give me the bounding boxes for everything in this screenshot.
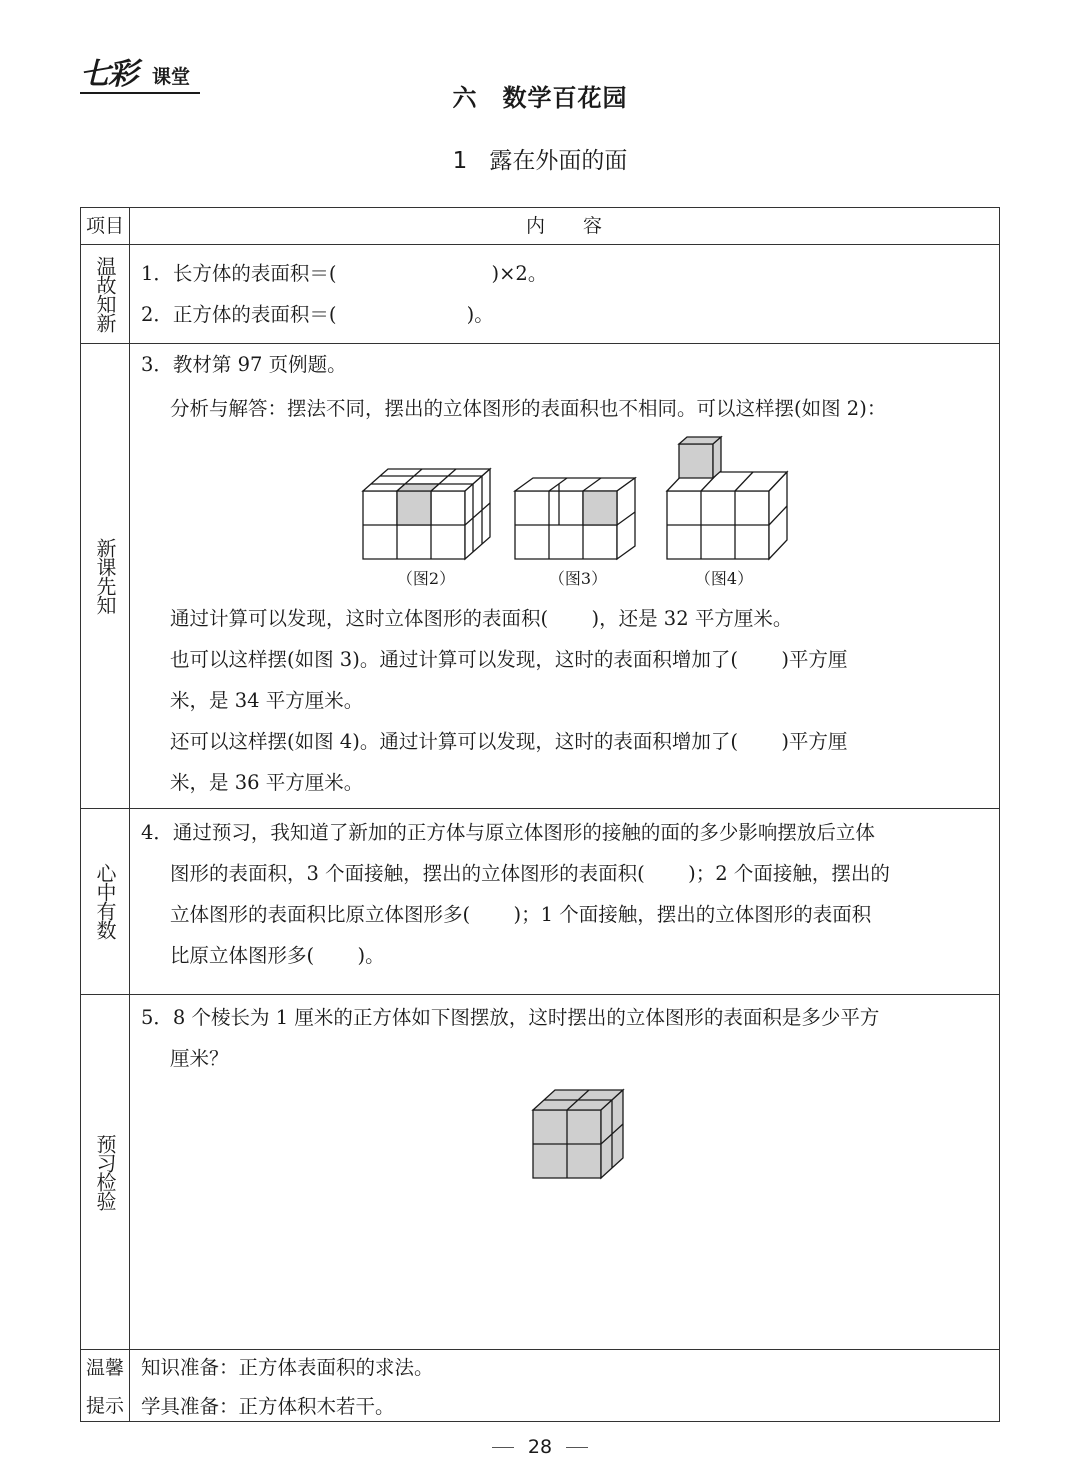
tips-label-top: 温馨 (85, 1357, 124, 1379)
finding-figure-4: 还可以这样摆(如图 4)。通过计算可以发现，这时的表面积增加了( )平方厘 (170, 730, 848, 753)
lesson-number: 1 (452, 148, 468, 174)
caption-figure-4: （图4） (694, 569, 754, 588)
row-divider (81, 244, 999, 245)
caption-figure-2: （图2） (396, 569, 456, 588)
tip-knowledge: 知识准备：正方体表面积的求法。 (141, 1356, 434, 1379)
row-divider (81, 343, 999, 344)
header-content: 内 容 (525, 215, 602, 237)
figure-3-cubes (513, 476, 643, 562)
figure-2-cubes (361, 466, 493, 562)
question-4-line-3: 立体图形的表面积比原立体图形多( )；1 个面接触，摆出的立体图形的表面积 (170, 903, 872, 926)
finding-figure-3: 也可以这样摆(如图 3)。通过计算可以发现，这时的表面积增加了( )平方厘 (170, 648, 848, 671)
question-3: 3．教材第 97 页例题。 (141, 353, 347, 376)
shaded-cube (679, 444, 713, 478)
finding-figure-3-cont: 米，是 34 平方厘米。 (170, 689, 364, 712)
section-label-new-lesson: 新课先知 (93, 537, 117, 614)
shaded-cube (583, 491, 617, 525)
page-number (0, 1436, 1080, 1458)
logo-main-text: 七彩 (80, 57, 136, 92)
page-number-value: 28 (527, 1436, 553, 1458)
row-divider (81, 994, 999, 995)
column-divider (129, 208, 130, 1421)
shaded-cube (397, 491, 431, 525)
section-label-understanding: 心中有数 (93, 863, 117, 939)
question-5-line-2: 厘米？ (170, 1047, 229, 1070)
logo-sub-text: 课堂 (152, 66, 191, 88)
finding-figure-4-cont: 米，是 36 平方厘米。 (170, 771, 364, 794)
finding-figure-2: 通过计算可以发现，这时立体图形的表面积( )，还是 32 平方厘米。 (170, 607, 793, 630)
question-4-line-4: 比原立体图形多( )。 (170, 944, 385, 967)
figure-2x2x2-cube (531, 1088, 629, 1180)
figure-4-cubes (665, 436, 795, 562)
header-item: 项目 (85, 215, 124, 237)
analysis-text: 分析与解答：摆法不同，摆出的立体图形的表面积也不相同。可以这样摆(如图 2)： (170, 397, 887, 420)
question-2: 2．正方体的表面积＝( )。 (141, 303, 494, 326)
question-1: 1．长方体的表面积＝( )×2。 (141, 262, 548, 285)
unit-title: 六 数学百花园 (452, 84, 628, 112)
tip-materials: 学具准备：正方体积木若干。 (141, 1395, 395, 1418)
question-4-line-2: 图形的表面积，3 个面接触，摆出的立体图形的表面积( )；2 个面接触，摆出的 (170, 862, 890, 885)
row-divider (81, 808, 999, 809)
row-divider (81, 1349, 999, 1350)
question-4-line-1: 4．通过预习，我知道了新加的正方体与原立体图形的接触的面的多少影响摆放后立体 (141, 821, 875, 844)
lesson-title (0, 142, 1080, 175)
caption-figure-3: （图3） (548, 569, 608, 588)
section-label-check: 预习检验 (93, 1133, 117, 1210)
lesson-name: 露在外面的面 (489, 148, 628, 174)
question-5-line-1: 5．8 个棱长为 1 厘米的正方体如下图摆放，这时摆出的立体图形的表面积是多少平方 (141, 1006, 880, 1029)
tips-label-bottom: 提示 (85, 1395, 124, 1417)
section-label-review: 温故知新 (93, 255, 117, 332)
preview-table (80, 207, 1000, 1422)
